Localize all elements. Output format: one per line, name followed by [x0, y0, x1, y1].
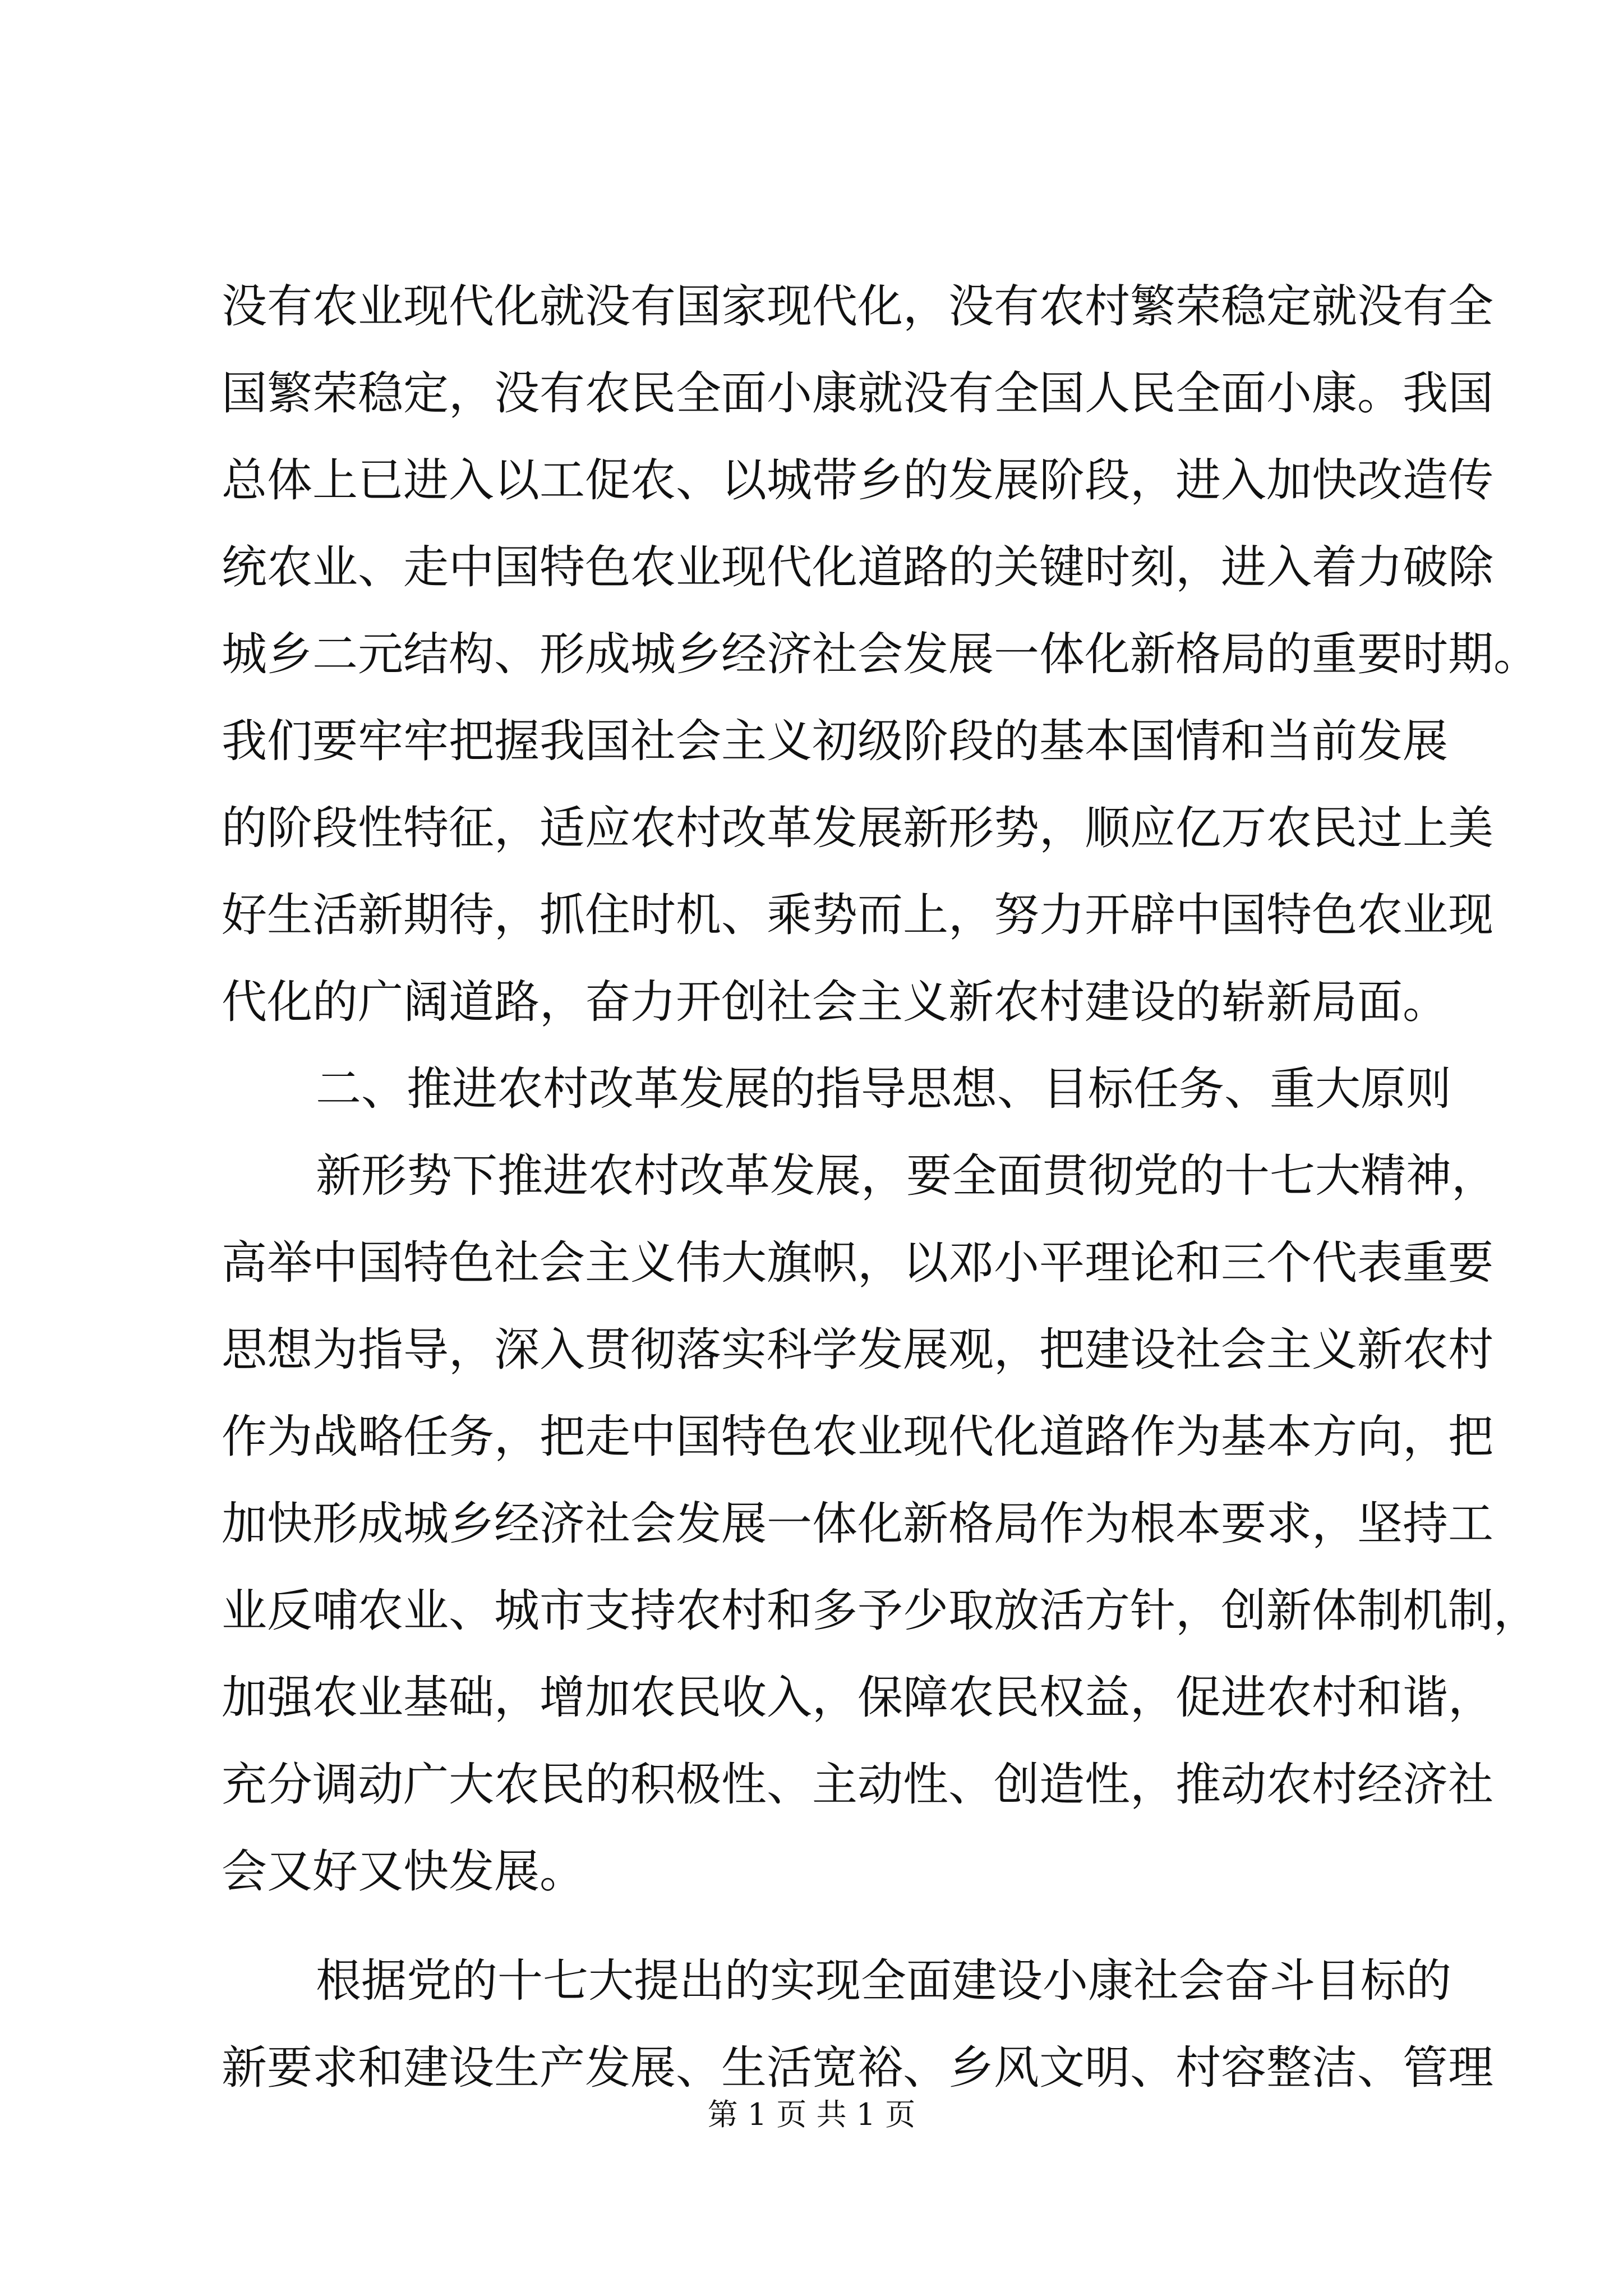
page-footer: 第 1 页 共 1 页: [707, 2097, 916, 2132]
paragraph-3-line-8: 充分调动广大农民的积极性、主动性、创造性，推动农村经济社: [222, 1759, 1494, 1811]
paragraph-1-line-9: 代化的广阔道路，奋力开创社会主义新农村建设的崭新局面。: [222, 976, 1449, 1029]
paragraph-1-line-5: 城乡二元结构、形成城乡经济社会发展一体化新格局的重要时期。: [222, 628, 1539, 681]
paragraph-spacer: [222, 1916, 1422, 1938]
section-heading: 二、推进农村改革发展的指导思想、目标任务、重大原则: [316, 1063, 1452, 1116]
paragraph-1-line-2: 国繁荣稳定，没有农民全面小康就没有全国人民全面小康。我国: [222, 367, 1494, 420]
paragraph-3-line-1: 新形势下推进农村改革发展，要全面贯彻党的十七大精神，: [316, 1150, 1497, 1203]
paragraph-1-line-3: 总体上已进入以工促农、以城带乡的发展阶段，进入加快改造传: [222, 454, 1494, 507]
paragraph-3-line-9: 会又好又快发展。: [222, 1846, 585, 1898]
paragraph-4-line-2: 新要求和建设生产发展、生活宽裕、乡风文明、村容整洁、管理: [222, 2042, 1494, 2095]
paragraph-3-line-2: 高举中国特色社会主义伟大旗帜，以邓小平理论和三个代表重要: [222, 1237, 1494, 1290]
document-body: [222, 264, 1539, 2112]
paragraph-1-line-7: 的阶段性特征，适应农村改革发展新形势，顺应亿万农民过上美: [222, 802, 1494, 855]
paragraph-3-line-7: 加强农业基础，增加农民收入，保障农民权益，促进农村和谐，: [222, 1672, 1494, 1724]
paragraph-3-line-5: 加快形成城乡经济社会发展一体化新格局作为根本要求，坚持工: [222, 1498, 1494, 1550]
paragraph-1-line-4: 统农业、走中国特色农业现代化道路的关键时刻，进入着力破除: [222, 541, 1494, 594]
paragraph-1-line-6: 我们要牢牢把握我国社会主义初级阶段的基本国情和当前发展: [222, 715, 1449, 768]
paragraph-3-line-4: 作为战略任务，把走中国特色农业现代化道路作为基本方向，把: [222, 1411, 1494, 1464]
paragraph-3-line-3: 思想为指导，深入贯彻落实科学发展观，把建设社会主义新农村: [222, 1324, 1494, 1377]
paragraph-3-line-6: 业反哺农业、城市支持农村和多予少取放活方针，创新体制机制，: [222, 1585, 1539, 1637]
paragraph-1-line-8: 好生活新期待，抓住时机、乘势而上，努力开辟中国特色农业现: [222, 889, 1494, 942]
paragraph-1-line-1: 没有农业现代化就没有国家现代化，没有农村繁荣稳定就没有全: [222, 280, 1494, 333]
paragraph-4-line-1: 根据党的十七大提出的实现全面建设小康社会奋斗目标的: [316, 1955, 1452, 2008]
